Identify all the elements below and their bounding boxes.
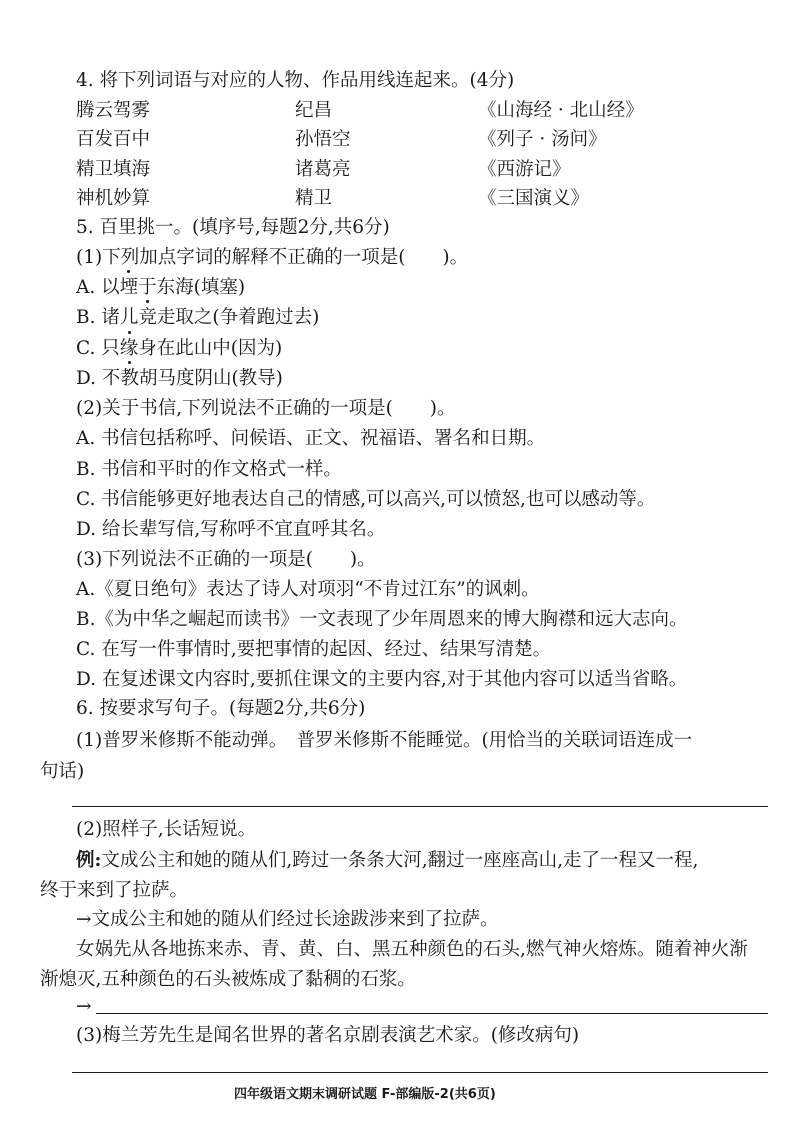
q6-2-example-line1: 例:文成公主和她的随从们,跨过一条条大河,翻过一座座高山,走了一程又一程, — [76, 850, 699, 871]
q6-2-task-line1: 女娲先从各地拣来赤、青、黄、白、黑五种颜色的石头,燃气神火熔炼。随着神火渐 — [76, 939, 748, 960]
q5-1-option-c: C. 只缘身在此山中(因为) — [76, 334, 282, 364]
q5-1-option-a: A. 以堙于东海(填塞) — [76, 273, 245, 303]
q5-2-option-a: A. 书信包括称呼、问候语、正文、祝福语、署名和日期。 — [76, 428, 546, 449]
q4-idiom-3: 精卫填海 — [76, 159, 151, 180]
q6-2-example-result: →文成公主和她的随从们经过长途跋涉来到了拉萨。 — [76, 909, 499, 930]
q5-3-option-d: D. 在复述课文内容时,要抓住课文的主要内容,对于其他内容可以适当省略。 — [76, 669, 688, 690]
q6-2-task-line2: 渐熄灭,五种颜色的石头被炼成了黏稠的石浆。 — [40, 969, 416, 990]
q4-work-4: 《三国演义》 — [478, 188, 590, 209]
q6-2-arrow: → — [76, 996, 92, 1017]
dotted-char: 堙 — [120, 273, 139, 303]
q6-title: 6. 按要求写句子。(每题2分,共6分) — [76, 698, 366, 719]
q6-3-answer-line[interactable] — [72, 1072, 768, 1073]
dotted-char: 竞 — [138, 303, 157, 333]
q6-1-answer-line[interactable] — [72, 806, 768, 807]
q4-idiom-2: 百发百中 — [76, 129, 151, 150]
q4-idiom-1: 腾云驾雾 — [76, 100, 151, 121]
q4-work-2: 《列子 · 汤问》 — [478, 129, 607, 150]
q5-3-option-a: A.《夏日绝句》表达了诗人对项羽“不肯过江东”的讽刺。 — [76, 579, 540, 600]
q4-idiom-4: 神机妙算 — [76, 188, 151, 209]
dotted-char: 教 — [120, 364, 139, 394]
q5-1-option-b: B. 诸儿竞走取之(争着跑过去) — [76, 303, 319, 333]
q5-3-option-c: C. 在写一件事情时,要把事情的起因、经过、结果写清楚。 — [76, 639, 552, 660]
q6-2-stem: (2)照样子,长话短说。 — [76, 819, 257, 840]
q6-3-stem: (3)梅兰芳先生是闻名世界的著名京剧表演艺术家。(修改病句) — [76, 1025, 580, 1046]
q5-2-option-c: C. 书信能够更好地表达自己的情感,可以高兴,可以愤怒,也可以感动等。 — [76, 489, 656, 510]
dotted-char: 缘 — [120, 334, 139, 364]
q6-2-answer-line[interactable] — [96, 1013, 768, 1014]
q5-2-stem: (2)关于书信,下列说法不正确的一项是( )。 — [76, 398, 456, 419]
page-footer: 四年级语文期末调研试题 F-部编版-2(共6页) — [234, 1087, 496, 1102]
q5-title: 5. 百里挑一。(填序号,每题2分,共6分) — [76, 217, 390, 238]
q4-title: 4. 将下列词语与对应的人物、作品用线连起来。(4分) — [76, 70, 515, 91]
q4-person-4: 精卫 — [295, 188, 333, 209]
q5-2-option-b: B. 书信和平时的作文格式一样。 — [76, 459, 342, 480]
q5-3-stem: (3)下列说法不正确的一项是( )。 — [76, 549, 376, 570]
q6-2-example-line2: 终于来到了拉萨。 — [40, 880, 189, 901]
q4-person-1: 纪昌 — [295, 100, 333, 121]
q4-work-1: 《山海经 · 北山经》 — [478, 100, 644, 121]
q5-2-option-d: D. 给长辈写信,写称呼不宜直呼其名。 — [76, 519, 386, 540]
q5-1-stem: (1)下列加点字词的解释不正确的一项是( )。 — [76, 247, 469, 268]
q5-1-option-d: D. 不教胡马度阴山(教导) — [76, 364, 283, 394]
q6-1-stem-line1: (1)普罗米修斯不能动弹。 普罗米修斯不能睡觉。(用恰当的关联词语连成一 — [76, 730, 693, 751]
example-label: 例: — [76, 850, 102, 871]
q5-3-option-b: B.《为中华之崛起而读书》一文表现了少年周恩来的博大胸襟和远大志向。 — [76, 609, 688, 630]
q4-person-3: 诸葛亮 — [295, 159, 351, 180]
q4-work-3: 《西游记》 — [478, 159, 571, 180]
q4-person-2: 孙悟空 — [295, 129, 351, 150]
q6-1-stem-line2: 句话) — [40, 761, 85, 782]
